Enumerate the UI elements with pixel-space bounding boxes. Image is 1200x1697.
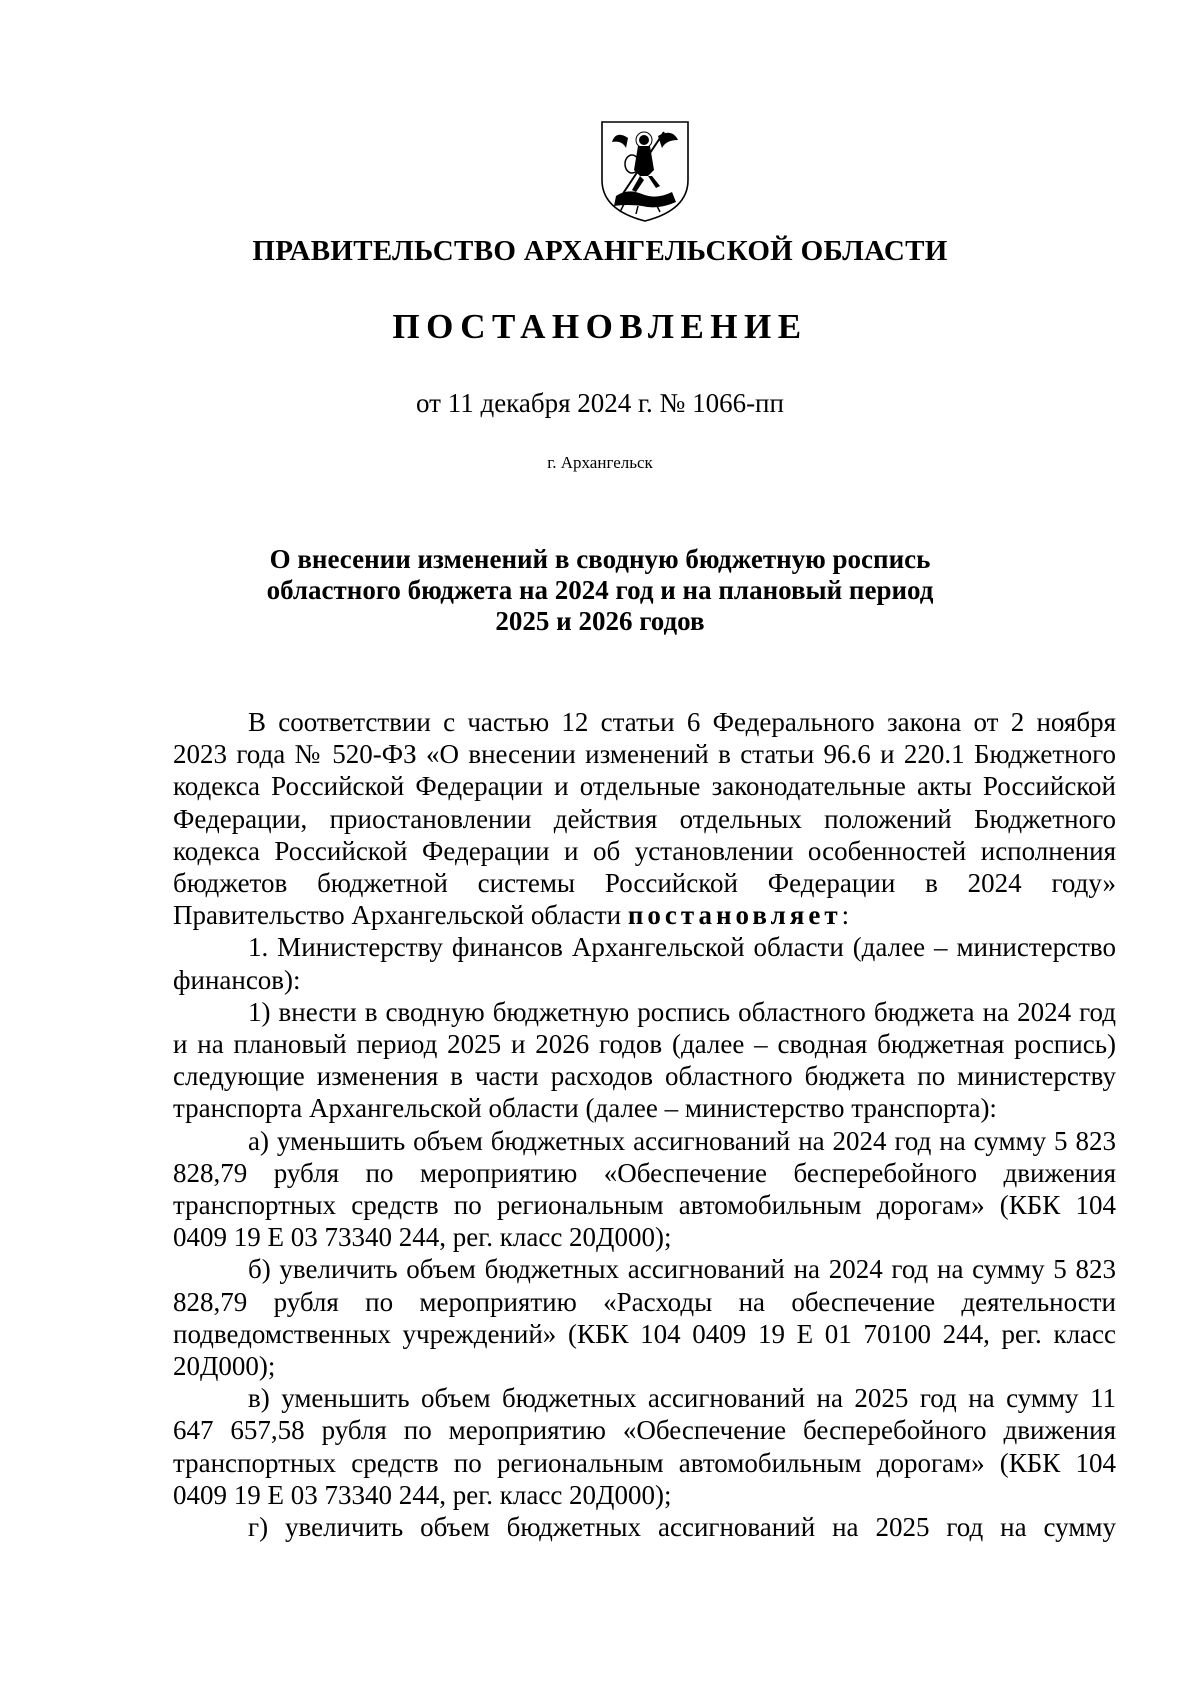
paragraph-subitem-v: в) уменьшить объем бюджетных ассигнований на 2025 год на сумму 11 647 657,58 рубля по мероприятию «Обеспечение бесперебойного движения транспортных средств по региональным автомобильным дорогам» (КБК 104 0409 19 Е 03 73340 244, рег. класс 20Д000); bbox=[173, 1383, 1116, 1510]
document-type: ПОСТАНОВЛЕНИЕ bbox=[392, 307, 808, 346]
paragraph-item-1: 1. Министерству финансов Архангельской области (далее – министерство финансов): bbox=[173, 932, 1116, 995]
paragraph-subitem-1: 1) внести в сводную бюджетную роспись областного бюджета на 2024 год и на плановый период 2025 и 2026 годов (далее – сводная бюджетная роспись) следующие изменения в части расходов областного бюджета по министерству транспорта Архангельской области (далее – министерство транспорта): bbox=[173, 996, 1116, 1124]
preamble-text: В соответствии с частью 12 статьи 6 Федерального закона от 2 ноября 2023 года № 520-ФЗ «О внесении изменений в статьи 96.6 и 220.1 Бюджетного кодекса Российской Федерации и отдельные законодательные акты Российской Федерации, приостановлении действия отдельных положений Бюджетного кодекса Российской Федерации и об установлении особенностей исполнения бюджетов бюджетной системы Российской Федерации в 2024 году» Правительство Архангельской области bbox=[173, 707, 1116, 931]
document-city: г. Архангельск bbox=[547, 453, 653, 472]
title-line: областного бюджета на 2024 год и на плановый период bbox=[266, 575, 934, 605]
title-line: 2025 и 2026 годов bbox=[495, 606, 705, 636]
organization-name: ПРАВИТЕЛЬСТВО АРХАНГЕЛЬСКОЙ ОБЛАСТИ bbox=[252, 235, 948, 267]
coat-of-arms-icon bbox=[598, 118, 692, 224]
paragraph-subitem-a: а) уменьшить объем бюджетных ассигнований на 2024 год на сумму 5 823 828,79 рубля по мероприятию «Обеспечение бесперебойного движения транспортных средств по региональным автомобильным дорогам» (КБК 104 0409 19 Е 03 73340 244, рег. класс 20Д000); bbox=[173, 1125, 1116, 1253]
paragraph-preamble bbox=[173, 706, 1116, 931]
decree-word: постановляет bbox=[627, 900, 842, 931]
document-date-number: от 11 декабря 2024 г. № 1066-пп bbox=[416, 388, 784, 418]
paragraph-subitem-g: г) увеличить объем бюджетных ассигнований на 2025 год на сумму bbox=[248, 1512, 1116, 1543]
title-line: О внесении изменений в сводную бюджетную роспись bbox=[269, 544, 931, 574]
document-title bbox=[0, 544, 1200, 637]
preamble-colon: : bbox=[841, 900, 850, 931]
paragraph-subitem-b: б) увеличить объем бюджетных ассигнований на 2024 год на сумму 5 823 828,79 рубля по мероприятию «Расходы на обеспечение деятельности подведомственных учреждений» (КБК 104 0409 19 Е 01 70100 244, рег. класс 20Д000); bbox=[173, 1254, 1116, 1382]
document-body bbox=[173, 706, 1116, 1543]
